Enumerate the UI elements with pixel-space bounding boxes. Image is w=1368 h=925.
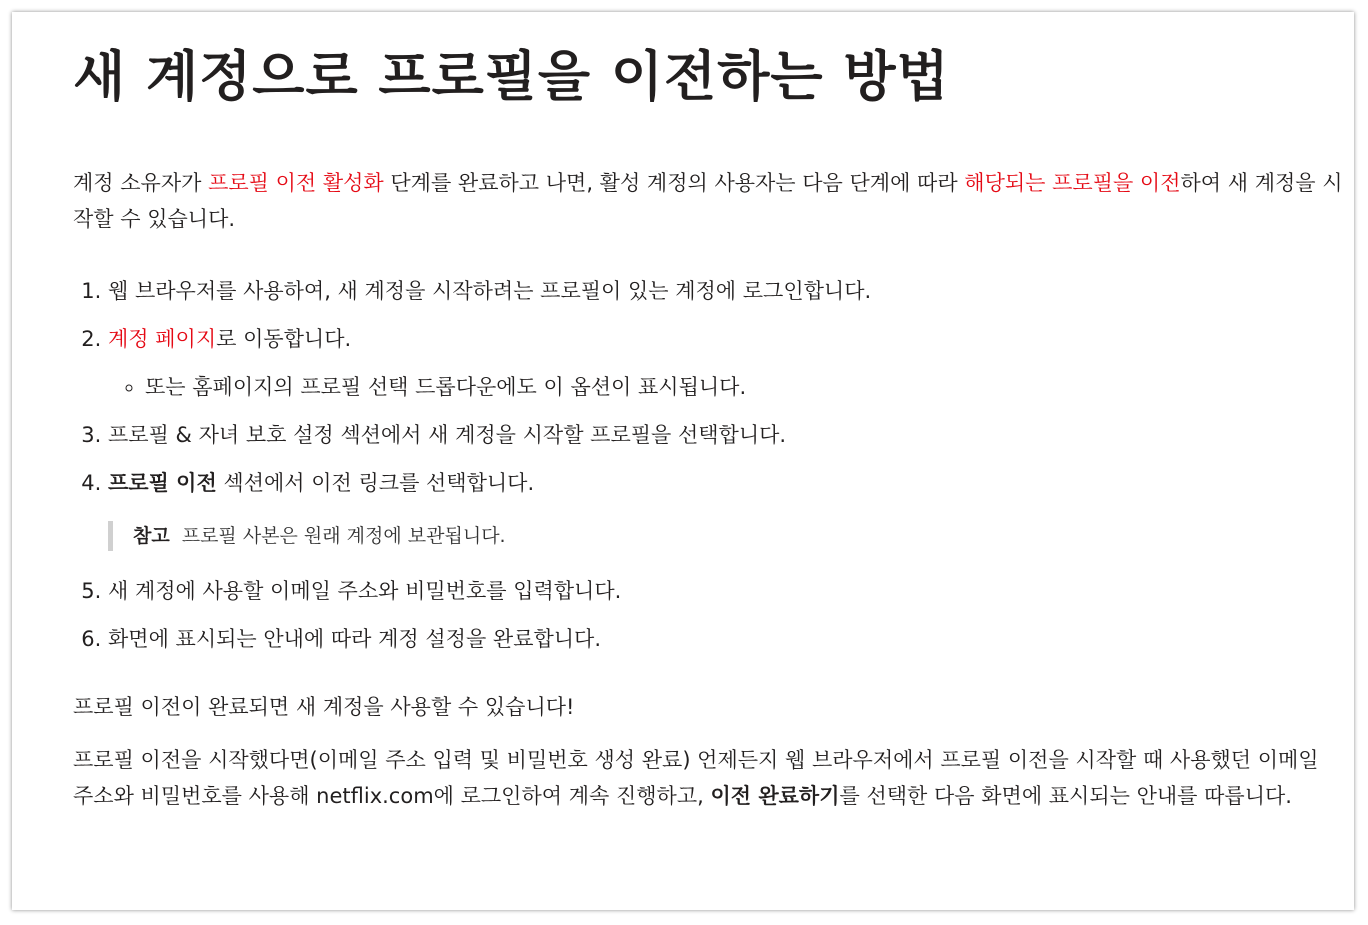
step-4-text: 섹션에서 이전 링크를 선택합니다. [216,471,535,495]
step-1-text: 웹 브라우저를 사용하여, 새 계정을 시작하려는 프로필이 있는 계정에 로그인합니다. [108,279,872,303]
step-6-text: 화면에 표시되는 안내에 따라 계정 설정을 완료합니다. [108,627,602,651]
steps-list [73,273,1343,657]
resume-text-1: 프로필 이전을 시작했다면(이메일 주소 입력 및 비밀번호 생성 완료) 언제든지 웹 브라우저에서 프로필 이전을 시작할 때 사용했던 이메일 주소와 비밀번호를 사용해 netflix.com에 로그인하여 계속 진행하고, [73,748,1319,808]
enable-profile-transfer-link[interactable]: 프로필 이전 활성화 [208,171,384,195]
step-4 [108,465,1343,551]
resume-paragraph [73,742,1343,814]
step-2-sub-text: 또는 홈페이지의 프로필 선택 드롭다운에도 이 옵션이 표시됩니다. [145,375,747,399]
step-5-text: 새 계정에 사용할 이메일 주소와 비밀번호를 입력합니다. [108,579,622,603]
resume-text-2: 를 선택한 다음 화면에 표시되는 안내를 따릅니다. [839,784,1292,808]
step-3 [108,417,1343,453]
step-3-text: 프로필 & 자녀 보호 설정 섹션에서 새 계정을 시작할 프로필을 선택합니다. [108,423,787,447]
completion-paragraph: 프로필 이전이 완료되면 새 계정을 사용할 수 있습니다! [73,695,575,719]
step-2-subitem [145,369,1343,405]
note-text: 프로필 사본은 원래 계정에 보관됩니다. [181,525,506,547]
step-6 [108,621,1343,657]
page-title: 새 계정으로 프로필을 이전하는 방법 [73,45,950,108]
step-2 [108,321,1343,405]
resume-bold: 이전 완료하기 [710,784,840,808]
article-content [73,42,1343,814]
step-2-sublist [108,369,1343,405]
intro-text-1: 계정 소유자가 [73,171,209,195]
note-label: 참고 [133,525,170,547]
note-callout [108,521,1343,551]
account-page-link[interactable]: 계정 페이지 [108,327,217,351]
step-4-bold: 프로필 이전 [108,471,217,495]
transfer-profile-link[interactable]: 해당되는 프로필을 이전 [964,171,1181,195]
step-1 [108,273,1343,309]
article-frame [12,12,1354,910]
intro-text-3: 하여 새 계정을 시작할 수 있습니다. [73,171,1343,231]
intro-paragraph [73,165,1343,237]
step-2-text: 로 이동합니다. [216,327,352,351]
intro-text-2: 단계를 완료하고 나면, 활성 계정의 사용자는 다음 단계에 따라 [383,171,965,195]
step-5 [108,573,1343,609]
